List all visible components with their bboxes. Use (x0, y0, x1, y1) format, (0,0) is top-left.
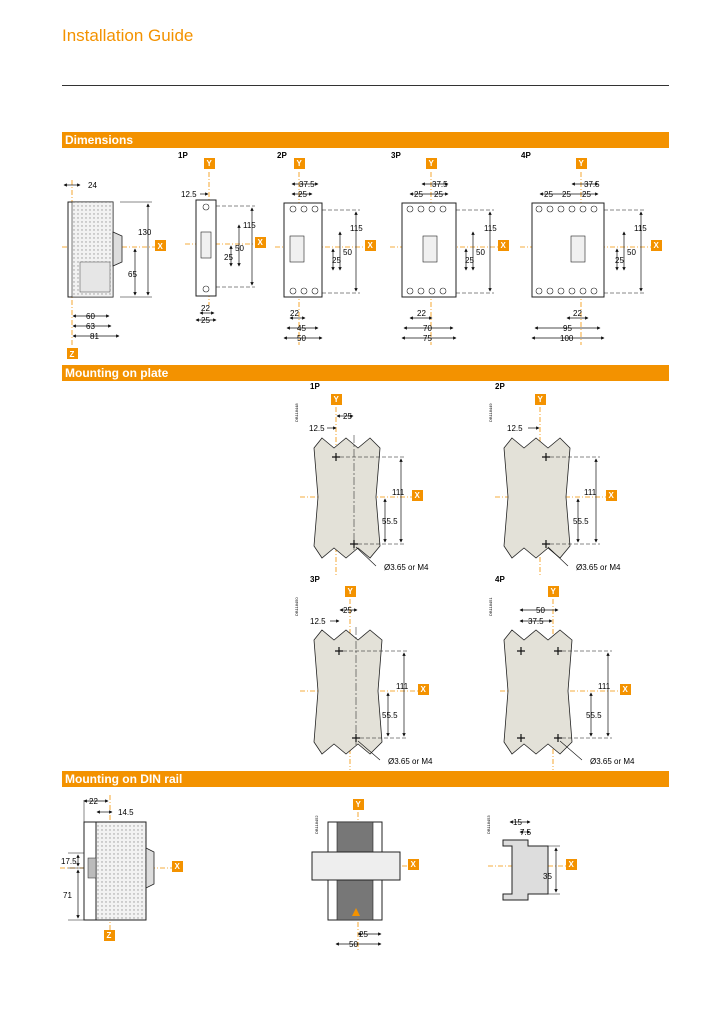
plate-3p-12-5: 12.5 (310, 617, 326, 626)
plate-3p-drawing (300, 586, 429, 770)
dim-2p-37-5: 37.5 (299, 180, 315, 189)
page-title: Installation Guide (62, 26, 194, 45)
plate-4p-hole: Ø3.65 or M4 (590, 757, 635, 766)
din-x-badge-side: X (174, 862, 180, 871)
front-1p-drawing (185, 158, 266, 320)
dim-side-65: 65 (128, 270, 137, 279)
plate-1p-55-5: 55.5 (382, 517, 398, 526)
din-rail-15: 15 (513, 818, 522, 827)
section-header-dimensions: Dimensions (62, 132, 669, 148)
din-rail-35: 35 (543, 872, 552, 881)
plate-2p-111: 111 (584, 488, 597, 497)
plate-code-3p: DB118450 (294, 597, 299, 616)
axis-x-badge: X (157, 242, 163, 251)
dim-4p-25b: 25 (562, 190, 571, 199)
front-3p-drawing (390, 158, 509, 345)
dim-side-130: 130 (138, 228, 152, 237)
dim-4p-25a: 25 (544, 190, 553, 199)
plate-x-badge-3p: X (420, 685, 426, 694)
axis-y-badge-2p: Y (296, 159, 302, 168)
plate-x-badge-4p: X (622, 685, 628, 694)
plate-label-3p: 3P (310, 575, 320, 584)
dim-2p-115: 115 (350, 224, 363, 233)
plate-y-badge-1p: Y (333, 395, 339, 404)
plate-1p-drawing (300, 394, 423, 575)
dim-side-63: 63 (86, 322, 95, 331)
dim-4p-25v: 25 (615, 256, 624, 265)
dim-4p-37-5: 37.5 (584, 180, 600, 189)
dim-4p-25c: 25 (582, 190, 591, 199)
plate-y-badge-2p: Y (537, 395, 543, 404)
label-4p: 4P (521, 151, 531, 160)
dim-4p-50: 50 (627, 248, 636, 257)
dim-4p-95: 95 (563, 324, 572, 333)
dim-3p-115: 115 (484, 224, 497, 233)
axis-y-badge-1p: Y (206, 159, 212, 168)
din-code-front: DB118452 (314, 815, 319, 834)
axis-y-badge-3p: Y (428, 159, 434, 168)
plate-1p-25: 25 (343, 412, 352, 421)
din-side-22: 22 (89, 797, 98, 806)
din-rail-drawing (488, 822, 577, 900)
din-code-rail: DB118453 (486, 815, 491, 834)
plate-4p-37-5: 37.5 (528, 617, 544, 626)
axis-x-badge-2p: X (367, 241, 373, 250)
axis-x-badge-4p: X (653, 241, 659, 250)
plate-2p-55-5: 55.5 (573, 517, 589, 526)
din-side-14-5: 14.5 (118, 808, 134, 817)
dim-3p-25b: 25 (434, 190, 443, 199)
plate-y-badge-4p: Y (550, 587, 556, 596)
side-view-drawing (62, 180, 166, 359)
dim-2p-22: 22 (290, 309, 299, 318)
label-1p: 1P (178, 151, 188, 160)
plate-2p-drawing (495, 394, 617, 575)
plate-1p-hole: Ø3.65 or M4 (384, 563, 429, 572)
label-2p: 2P (277, 151, 287, 160)
section-header-mounting-din: Mounting on DIN rail (62, 771, 669, 787)
plate-label-4p: 4P (495, 575, 505, 584)
dim-1p-22: 22 (201, 304, 210, 313)
dim-side-81: 81 (90, 332, 99, 341)
din-front-drawing (312, 799, 419, 950)
plate-2p-12-5: 12.5 (507, 424, 523, 433)
din-front-25: 25 (359, 930, 368, 939)
dim-2p-25v: 25 (332, 256, 341, 265)
din-front-50: 50 (349, 940, 358, 949)
dim-1p-115: 115 (243, 221, 256, 230)
dim-2p-50: 50 (343, 248, 352, 257)
plate-3p-hole: Ø3.65 or M4 (388, 757, 433, 766)
dim-side-60: 60 (86, 312, 95, 321)
plate-2p-hole: Ø3.65 or M4 (576, 563, 621, 572)
din-side-17-5: 17.5 (61, 857, 77, 866)
din-x-badge-front: X (410, 860, 416, 869)
din-z-badge-side: Z (106, 931, 112, 940)
dim-3p-50: 50 (476, 248, 485, 257)
dim-1p-12-5: 12.5 (181, 190, 197, 199)
dim-4p-115: 115 (634, 224, 647, 233)
dim-2p-25: 25 (298, 190, 307, 199)
dim-side-24: 24 (88, 181, 97, 190)
dim-4p-100: 100 (560, 334, 574, 343)
din-x-badge-rail: X (568, 860, 574, 869)
din-y-badge-front: Y (355, 800, 361, 809)
plate-label-1p: 1P (310, 382, 320, 391)
plate-x-badge-1p: X (414, 491, 420, 500)
dim-3p-22: 22 (417, 309, 426, 318)
plate-3p-55-5: 55.5 (382, 711, 398, 720)
axis-x-badge-1p: X (257, 238, 263, 247)
dim-3p-75: 75 (423, 334, 432, 343)
dim-3p-70: 70 (423, 324, 432, 333)
dim-2p-45: 45 (297, 324, 306, 333)
dim-3p-25v: 25 (465, 256, 474, 265)
plate-4p-drawing (500, 586, 631, 770)
plate-code-2p: DB118449 (488, 403, 493, 422)
axis-z-badge: Z (69, 350, 75, 359)
dim-3p-25a: 25 (414, 190, 423, 199)
plate-1p-12-5: 12.5 (309, 424, 325, 433)
label-3p: 3P (391, 151, 401, 160)
dim-3p-37-5: 37.5 (432, 180, 448, 189)
plate-y-badge-3p: Y (347, 587, 353, 596)
dim-1p-50: 50 (235, 244, 244, 253)
plate-x-badge-2p: X (608, 491, 614, 500)
plate-1p-111: 111 (392, 488, 405, 497)
section-header-mounting-plate: Mounting on plate (62, 365, 669, 381)
plate-4p-55-5: 55.5 (586, 711, 602, 720)
plate-label-2p: 2P (495, 382, 505, 391)
plate-4p-111: 111 (598, 682, 611, 691)
plate-3p-25: 25 (343, 606, 352, 615)
plate-4p-50: 50 (536, 606, 545, 615)
dim-2p-50b: 50 (297, 334, 306, 343)
dim-4p-22: 22 (573, 309, 582, 318)
din-side-71: 71 (63, 891, 72, 900)
dim-1p-25b: 25 (201, 316, 210, 325)
axis-y-badge-4p: Y (578, 159, 584, 168)
axis-x-badge-3p: X (500, 241, 506, 250)
dim-1p-25: 25 (224, 253, 233, 262)
plate-3p-111: 111 (396, 682, 409, 691)
din-rail-7-5: 7.5 (520, 828, 532, 837)
plate-code-4p: DB118451 (488, 597, 493, 616)
plate-code-1p: DB118448 (294, 403, 299, 422)
